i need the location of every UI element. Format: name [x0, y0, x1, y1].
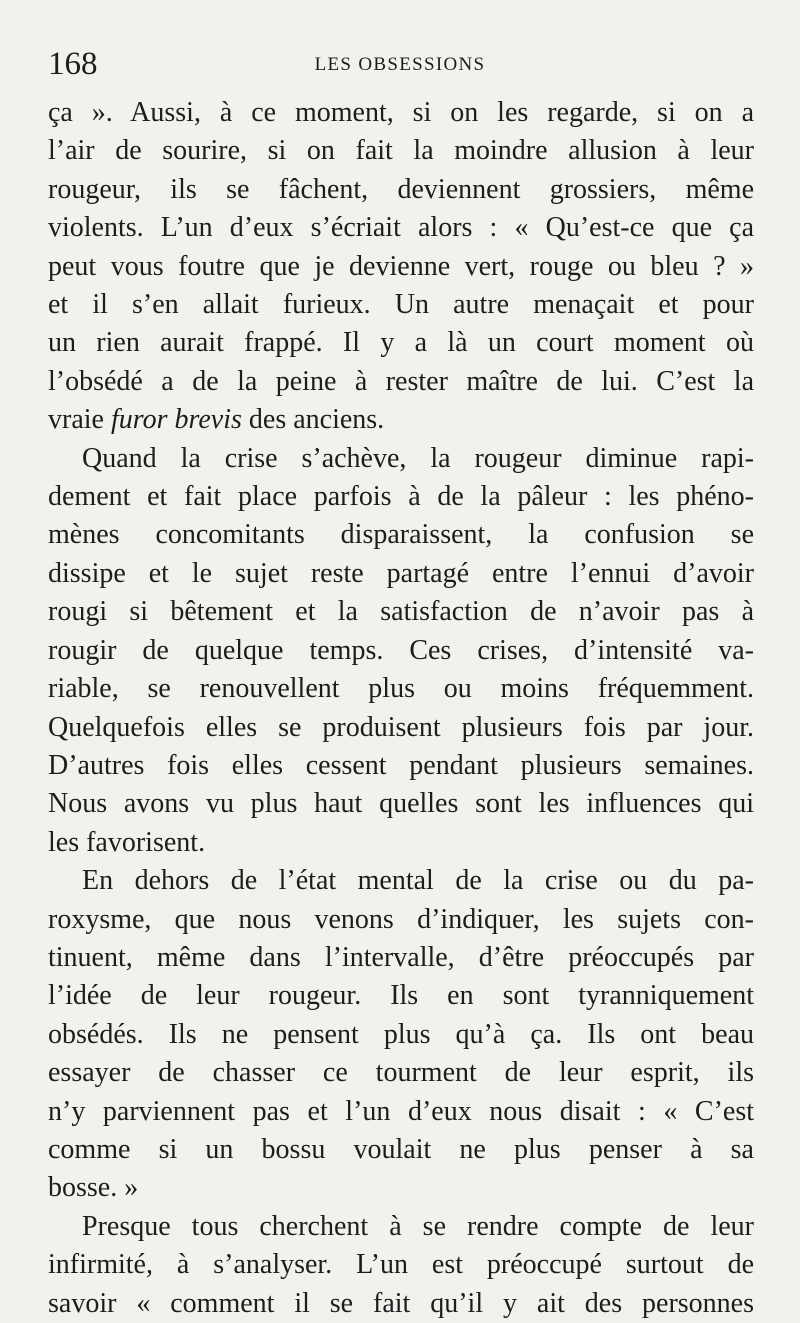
text-line: Presque tous cherchent à se rendre compte de leur	[82, 1210, 754, 1242]
text-line: En dehors de l’état mental de la crise ou du pa-	[82, 865, 754, 897]
text-line: rougeur, ils se fâchent, deviennent grossiers, même	[48, 173, 754, 205]
text-line	[48, 401, 754, 439]
text-line: bosse. »	[48, 1172, 139, 1204]
running-head: LES OBSESSIONS	[314, 54, 486, 75]
text-fragment: vraie	[48, 404, 111, 436]
text-line: et il s’en allait furieux. Un autre menaçait et pour	[48, 289, 754, 321]
text-line: un rien aurait frappé. Il y a là un court moment où	[48, 327, 754, 359]
text-line: roxysme, que nous venons d’indiquer, les sujets con-	[48, 903, 754, 935]
text-line: Quand la crise s’achève, la rougeur diminue rapi-	[82, 442, 754, 474]
paragraph-3	[48, 862, 754, 1208]
text-line: mènes concomitants disparaissent, la confusion se	[48, 519, 754, 551]
text-line: l’air de sourire, si on fait la moindre allusion à leur	[48, 135, 754, 167]
paragraph-2	[48, 440, 754, 862]
text-line: tinuent, même dans l’intervalle, d’être préoccupés par	[48, 941, 754, 973]
text-line: D’autres fois elles cessent pendant plusieurs semaines.	[48, 749, 754, 781]
text-line: riable, se renouvellent plus ou moins fréquemment.	[48, 673, 754, 705]
text-line: peut vous foutre que je devienne vert, rouge ou bleu ? »	[48, 250, 754, 282]
text-line: l’idée de leur rougeur. Ils en sont tyranniquement	[48, 980, 754, 1012]
text-line: Nous avons vu plus haut quelles sont les influences qui	[48, 788, 754, 820]
text-line: ça ». Aussi, à ce moment, si on les regarde, si on a	[48, 97, 754, 128]
text-line: rougi si bêtement et la satisfaction de n’avoir pas à	[48, 596, 754, 628]
text-line: Quelquefois elles se produisent plusieurs fois par jour.	[48, 711, 754, 743]
text-line: essayer de chasser ce tourment de leur esprit, ils	[48, 1057, 754, 1089]
text-fragment: des anciens.	[241, 404, 385, 436]
paragraph-1	[48, 94, 754, 440]
body-text	[48, 94, 754, 1323]
text-line: l’obsédé a de la peine à rester maître de lui. C’est la	[48, 365, 754, 397]
latin-phrase: furor brevis	[110, 404, 242, 436]
text-line: violents. L’un d’eux s’écriait alors : « Qu’est-ce que ça	[48, 212, 754, 244]
text-line: n’y parviennent pas et l’un d’eux nous disait : « C’est	[48, 1095, 754, 1127]
text-line: rougir de quelque temps. Ces crises, d’intensité va-	[48, 634, 754, 666]
text-line: dissipe et le sujet reste partagé entre l’ennui d’avoir	[48, 557, 754, 589]
text-line: comme si un bossu voulait ne plus penser à sa	[48, 1133, 754, 1165]
text-line: obsédés. Ils ne pensent plus qu’à ça. Ils ont beau	[48, 1018, 754, 1050]
page-header	[48, 44, 752, 84]
text-line: dement et fait place parfois à de la pâleur : les phéno-	[48, 481, 754, 513]
paragraph-4	[48, 1208, 754, 1323]
text-line: savoir « comment il se fait qu’il y ait des personnes	[48, 1287, 754, 1319]
text-line: infirmité, à s’analyser. L’un est préoccupé surtout de	[48, 1249, 754, 1281]
page-number: 168	[48, 46, 98, 82]
text-line: les favorisent.	[48, 826, 206, 858]
